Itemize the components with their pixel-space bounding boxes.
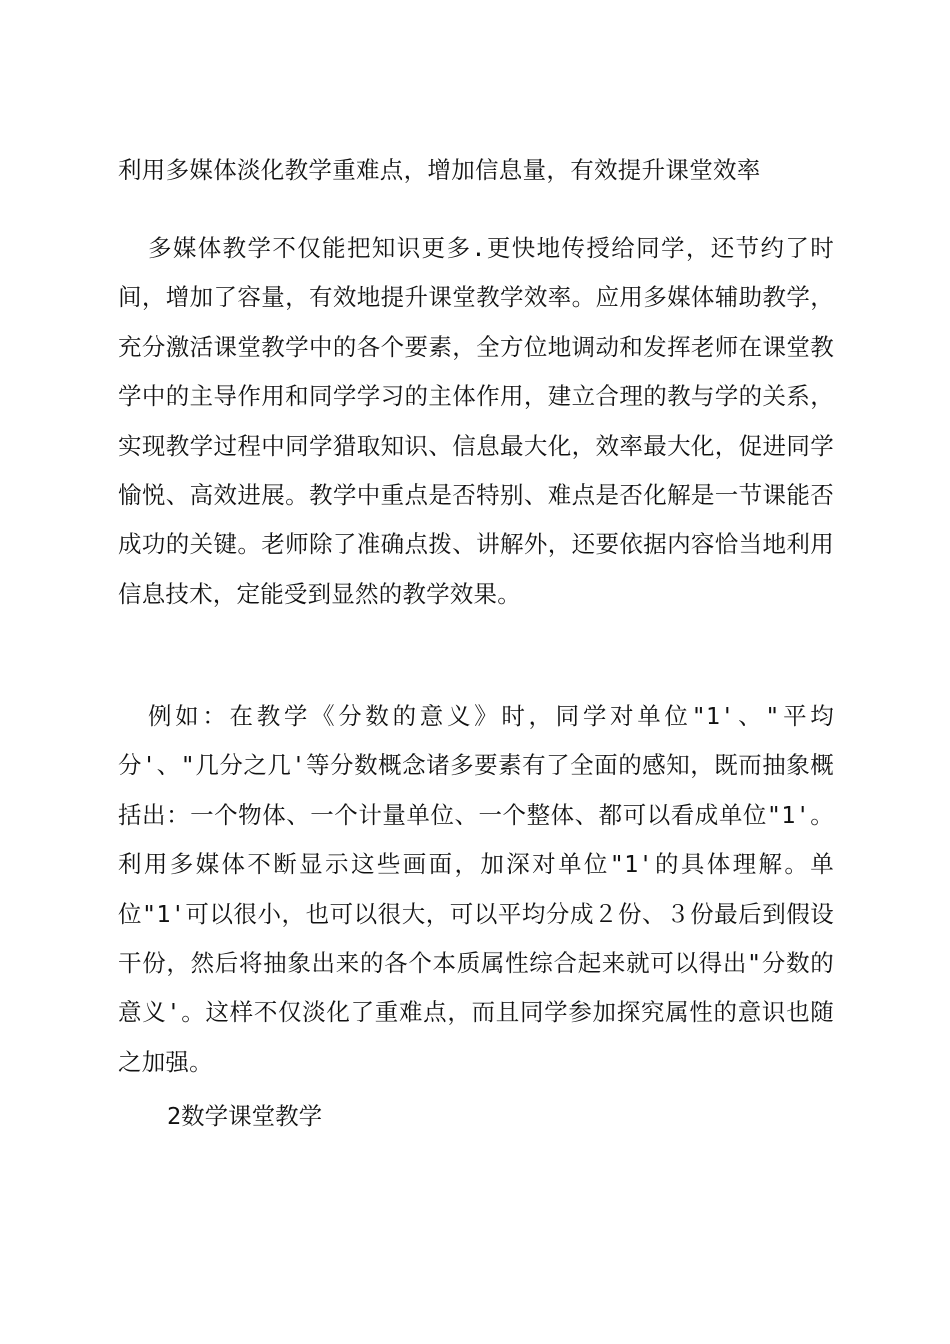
- section-title: 2数学课堂教学: [167, 1102, 323, 1130]
- paragraph-multimedia-teaching: 多媒体教学不仅能把知识更多.更快地传授给同学，还节约了时间，增加了容量，有效地提升课堂教学效率。应用多媒体辅助教学，充分激活课堂教学中的各个要素，全方位地调动和发挥老师在课堂教学中的主导作用和同学学习的主体作用，建立合理的教与学的关系，实现教学过程中同学猎取知识、信息最大化，效率最大化，促进同学愉悦、高效进展。教学中重点是否特别、难点是否化解是一节课能否成功的关键。老师除了准确点拨、讲解外，还要依据内容恰当地利用信息技术，定能受到显然的教学效果。: [118, 234, 834, 608]
- document-heading: 利用多媒体淡化教学重难点，增加信息量，有效提升课堂效率: [118, 156, 761, 184]
- paragraph-fraction-example: 例如：在教学《分数的意义》时，同学对单位"1'、"平均分'、"几分之几'等分数概念诸多要素有了全面的感知，既而抽象概括出：一个物体、一个计量单位、一个整体、都可以看成单位"1'。利用多媒体不断显示这些画面，加深对单位"1'的具体理解。单位"1'可以很小，也可以很大，可以平均分成２份、３份最后到假设干份，然后将抽象出来的各个本质属性综合起来就可以得出"分数的意义'。这样不仅淡化了重难点，而且同学参加探究属性的意识也随之加强。: [118, 702, 834, 1076]
